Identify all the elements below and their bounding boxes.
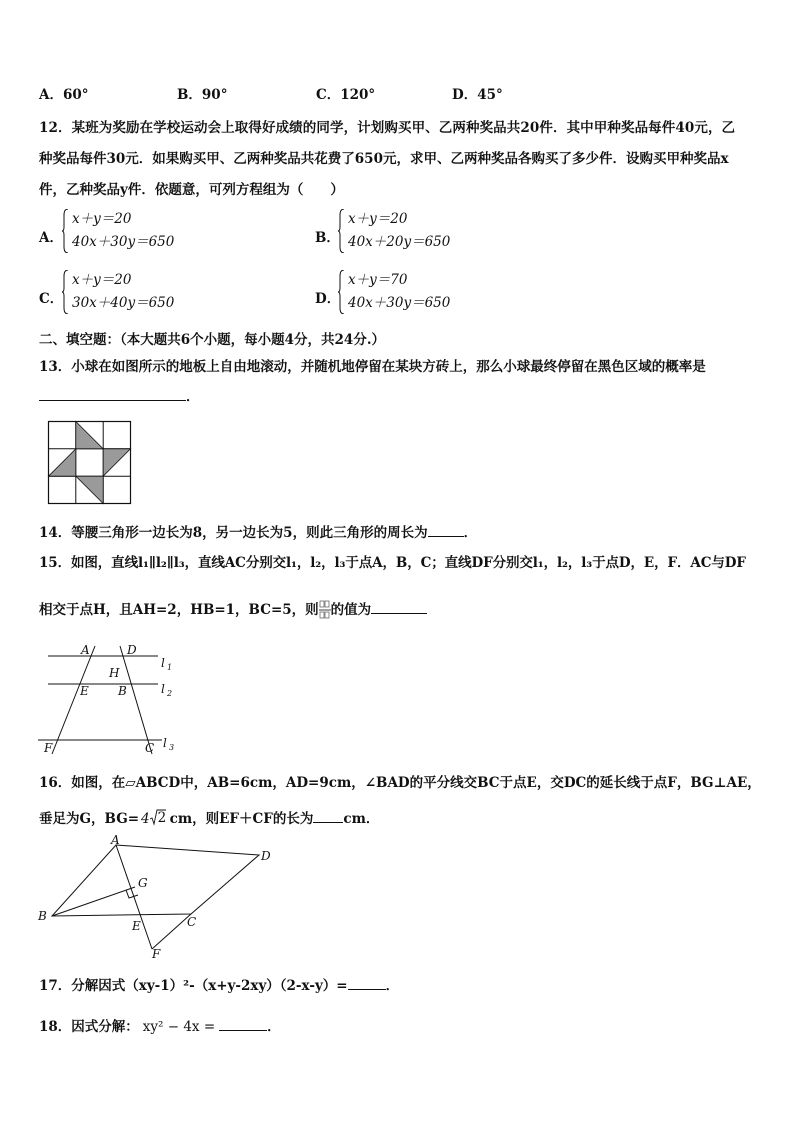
label-d: D (261, 849, 271, 863)
brace-icon (62, 209, 68, 253)
q15-line2 (39, 598, 427, 620)
q12-line2: 种奖品每件30元．如果购买甲、乙两种奖品共花费了650元，求甲、乙两种奖品各购买了多少件．设购买甲种奖品x (39, 151, 729, 167)
answer-blank[interactable] (313, 822, 343, 823)
q18-label: 18．因式分解： (39, 1019, 139, 1035)
brace-icon (338, 209, 344, 253)
q17-line (39, 974, 399, 994)
section-title: 二、填空题：（本大题共6个小题，每小题4分，共24分.） (39, 332, 386, 348)
q12-option-d-system (338, 269, 450, 315)
label-f: F (44, 741, 53, 755)
q13-floor-tiles-figure (47, 420, 133, 506)
label-c: C (145, 741, 155, 755)
q17-end: ． (385, 978, 400, 994)
bg-radicand: 2 (157, 810, 167, 826)
label-l1-sub: 1 (167, 663, 173, 672)
q16-line2-c: cm． (343, 811, 380, 827)
brace-icon (338, 270, 344, 314)
dark-regions (49, 422, 131, 504)
label-b: B (38, 909, 47, 923)
answer-blank[interactable] (39, 400, 186, 401)
label-g: G (138, 876, 148, 890)
sqrt-icon (150, 810, 166, 826)
q12-option-a-system (62, 208, 174, 254)
bg-coefficient: 4 (141, 811, 150, 827)
q14-end: ． (463, 525, 478, 541)
q15-line2-b: 的值为 (330, 602, 372, 618)
q12-option-c-label: C． (39, 291, 64, 307)
label-l3: l (163, 736, 167, 750)
label-b: B (118, 684, 127, 698)
q12-line1: 12．某班为奖励在学校运动会上取得好成绩的同学，计划购买甲、乙两种奖品共20件．其中甲种奖品每件40元，乙 (39, 120, 736, 136)
q16-line2 (39, 807, 379, 827)
label-a: A (111, 834, 120, 847)
q15-parallel-lines-figure (38, 638, 188, 758)
label-e: E (132, 919, 141, 933)
q15-line2-a: 相交于点H，且AH=2，HB=1，BC=5，则 (39, 602, 319, 618)
label-h: H (109, 666, 120, 680)
q12-b-eq2: 40x＋20y＝650 (348, 234, 451, 250)
tile-grid (49, 422, 131, 504)
q12-option-c-system (62, 269, 174, 315)
q18-end: ． (267, 1019, 281, 1035)
q13-end: ． (186, 389, 200, 405)
q16-line2-a: 垂足为G，BG= (39, 811, 140, 827)
q13-line1: 13．小球在如图所示的地板上自由地滚动，并随机地停留在某块方砖上，那么小球最终停留在黑色区域的概率是 (39, 359, 706, 375)
q11-option-c: C．120° (316, 87, 376, 103)
q12-b-eq1: x＋y＝20 (348, 211, 408, 227)
label-c: C (187, 915, 197, 929)
fraction-placeholder-icon (319, 600, 331, 620)
q14-line (39, 521, 477, 541)
q14-text: 14．等腰三角形一边长为8，另一边长为5，则此三角形的周长为 (39, 525, 428, 541)
figure-lines (38, 646, 162, 754)
label-l2: l (161, 682, 165, 696)
label-e: E (80, 684, 89, 698)
q15-line1: 15．如图，直线l₁∥l₂∥l₃，直线AC分别交l₁，l₂，l₃于点A，B，C；直线DF分别交l₁，l₂，l₃于点D，E，F．AC与DF (39, 555, 746, 571)
label-l3-sub: 3 (169, 743, 175, 752)
answer-blank[interactable] (348, 989, 386, 990)
q16-parallelogram-figure (34, 834, 284, 964)
q16-line1: 16．如图，在▱ABCD中，AB=6cm，AD=9cm，∠BAD的平分线交BC于点E，交DC的延长线于点F，BG⊥AE， (39, 775, 761, 791)
answer-blank[interactable] (219, 1030, 267, 1031)
q11-option-a: A．60° (39, 87, 89, 103)
q13-answer-line (39, 385, 200, 405)
label-a: A (81, 643, 90, 657)
q12-c-eq1: x＋y＝20 (72, 272, 132, 288)
label-f: F (152, 947, 161, 961)
q12-a-eq1: x＋y＝20 (72, 211, 132, 227)
label-l1: l (161, 656, 165, 670)
q12-option-d-label: D． (315, 291, 341, 307)
label-d: D (127, 643, 137, 657)
answer-blank[interactable] (428, 536, 464, 537)
figure-lines (52, 845, 259, 949)
figure-labels (43, 643, 174, 755)
q17-text: 17．分解因式（xy-1）²-（x+y-2xy）（2-x-y）= (39, 978, 348, 994)
q12-line3: 件，乙种奖品y件．依题意，可列方程组为（ ） (39, 182, 344, 198)
q12-option-b-system (338, 208, 450, 254)
q11-option-d: D．45° (452, 87, 503, 103)
q12-d-eq2: 40x＋30y＝650 (348, 295, 451, 311)
q11-option-b: B．90° (177, 87, 228, 103)
q16-line2-b: cm，则EF＋CF的长为 (169, 811, 314, 827)
q12-option-a-label: A． (39, 230, 63, 246)
q18-line (39, 1015, 281, 1035)
label-l2-sub: 2 (167, 689, 173, 698)
brace-icon (62, 270, 68, 314)
q18-expression: xy² − 4x = (142, 1019, 216, 1035)
q12-a-eq2: 40x＋30y＝650 (72, 234, 175, 250)
q12-option-b-label: B． (315, 230, 340, 246)
q12-d-eq1: x＋y＝70 (348, 272, 408, 288)
q12-c-eq2: 30x＋40y＝650 (72, 295, 175, 311)
answer-blank[interactable] (371, 613, 427, 614)
